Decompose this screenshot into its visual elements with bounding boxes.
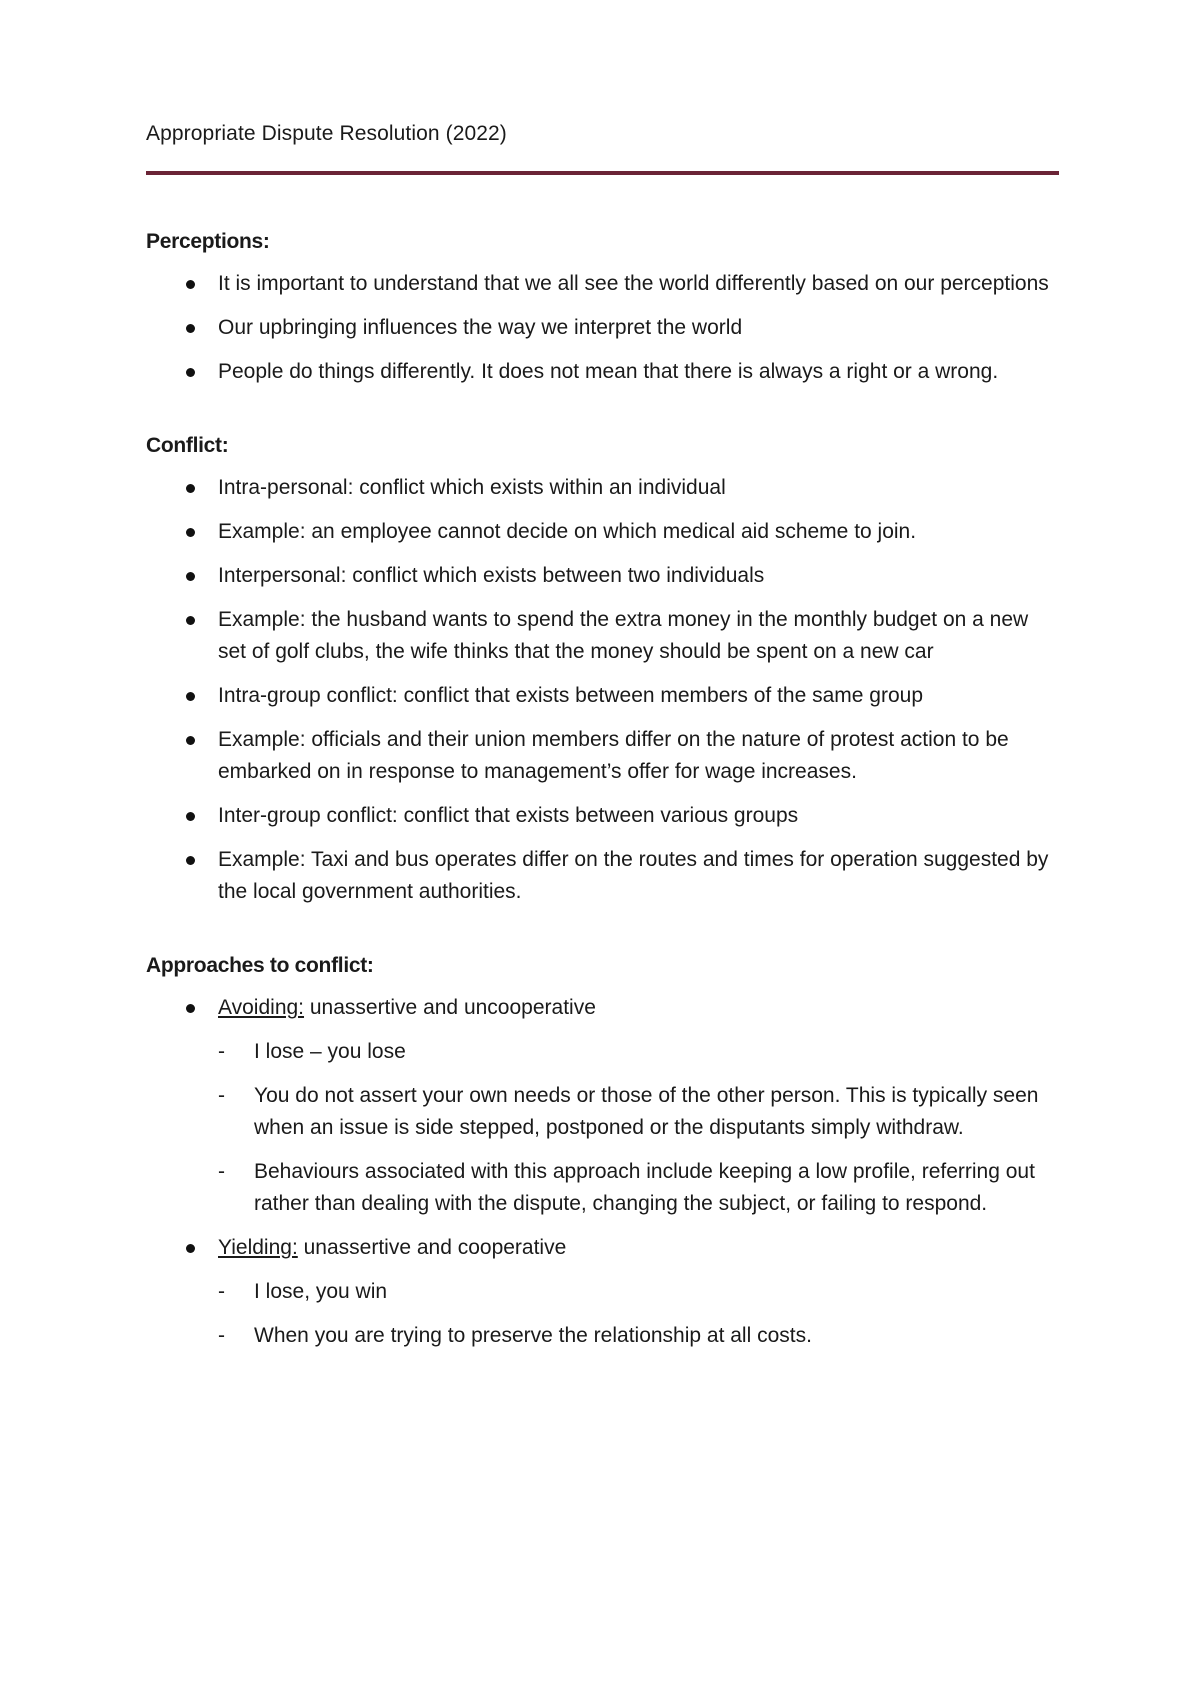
list-item: [146, 312, 1059, 344]
dash-list: [218, 1036, 1059, 1220]
section-title: Perceptions:: [146, 230, 270, 253]
bullet-list: [146, 992, 1059, 1352]
list-item-text: Example: an employee cannot decide on which medical aid scheme to join.: [218, 520, 917, 543]
bullet-icon: [186, 1244, 195, 1253]
list-item-text: Example: officials and their union members differ on the nature of protest action to be embarked on in response to management’s offer for wage increases.: [218, 728, 1009, 783]
list-item-text: Inter-group conflict: conflict that exists between various groups: [218, 804, 799, 827]
bullet-icon: [186, 528, 195, 537]
dash-icon: -: [218, 1280, 225, 1303]
list-item-text: People do things differently. It does not mean that there is always a right or a wrong.: [218, 360, 999, 383]
dash-icon: -: [218, 1084, 225, 1107]
list-item: [146, 472, 1059, 504]
sub-list-item-text: I lose, you win: [254, 1280, 388, 1303]
bullet-icon: [186, 1004, 195, 1013]
approaches-section: [146, 950, 1059, 1352]
list-item: [146, 516, 1059, 548]
list-item-text: Intra-personal: conflict which exists within an individual: [218, 476, 726, 499]
sub-list-item-text: I lose – you lose: [254, 1040, 406, 1063]
bullet-icon: [186, 736, 195, 745]
sub-list-item: [218, 1276, 1059, 1308]
header-rule: [146, 171, 1059, 175]
perceptions-section: [146, 226, 1059, 388]
list-item: [146, 356, 1059, 388]
dash-icon: -: [218, 1160, 225, 1183]
list-item-yielding: [146, 1232, 1059, 1352]
conflict-section: [146, 430, 1059, 908]
sub-list-item: [218, 1036, 1059, 1068]
dash-icon: -: [218, 1040, 225, 1063]
document-body: [146, 226, 1059, 1394]
sub-list-item: [218, 1080, 1059, 1144]
sub-list-item-text: Behaviours associated with this approach include keeping a low profile, referring out rather than dealing with the dispute, changing the subject, or failing to respond.: [254, 1160, 1035, 1215]
dash-list: [218, 1276, 1059, 1352]
list-item-text: Interpersonal: conflict which exists between two individuals: [218, 564, 765, 587]
list-item: [146, 604, 1059, 668]
list-item-text: Example: the husband wants to spend the extra money in the monthly budget on a new set of golf clubs, the wife thinks that the money should be spent on a new car: [218, 608, 1029, 663]
bullet-icon: [186, 692, 195, 701]
approach-description: unassertive and cooperative: [297, 1236, 567, 1259]
sub-list-item: [218, 1320, 1059, 1352]
approach-description: unassertive and uncooperative: [304, 996, 596, 1019]
section-title: Conflict:: [146, 434, 229, 457]
bullet-icon: [186, 368, 195, 377]
section-title: Approaches to conflict:: [146, 954, 374, 977]
bullet-icon: [186, 856, 195, 865]
list-item-text: It is important to understand that we all see the world differently based on our perceptions: [218, 272, 1049, 295]
bullet-icon: [186, 280, 195, 289]
list-item: [146, 844, 1059, 908]
bullet-icon: [186, 616, 195, 625]
list-item-text: Example: Taxi and bus operates differ on the routes and times for operation suggested by the local government authorities.: [218, 848, 1049, 903]
approach-term: Yielding:: [218, 1236, 298, 1259]
list-item: [146, 268, 1059, 300]
bullet-list: [146, 472, 1059, 908]
bullet-icon: [186, 484, 195, 493]
list-item-avoiding: [146, 992, 1059, 1220]
document-header: Appropriate Dispute Resolution (2022): [146, 122, 507, 145]
approach-term: Avoiding:: [218, 996, 305, 1019]
sub-list-item: [218, 1156, 1059, 1220]
sub-list-item-text: You do not assert your own needs or those of the other person. This is typically seen when an issue is side stepped, postponed or the disputants simply withdraw.: [254, 1084, 1039, 1139]
list-item: [146, 724, 1059, 788]
bullet-icon: [186, 324, 195, 333]
list-item-text: Intra-group conflict: conflict that exists between members of the same group: [218, 684, 924, 707]
list-item: [146, 800, 1059, 832]
list-item: [146, 680, 1059, 712]
bullet-list: [146, 268, 1059, 388]
list-item-text: Our upbringing influences the way we interpret the world: [218, 316, 743, 339]
list-item: [146, 560, 1059, 592]
bullet-icon: [186, 812, 195, 821]
dash-icon: -: [218, 1324, 225, 1347]
bullet-icon: [186, 572, 195, 581]
sub-list-item-text: When you are trying to preserve the relationship at all costs.: [254, 1324, 812, 1347]
